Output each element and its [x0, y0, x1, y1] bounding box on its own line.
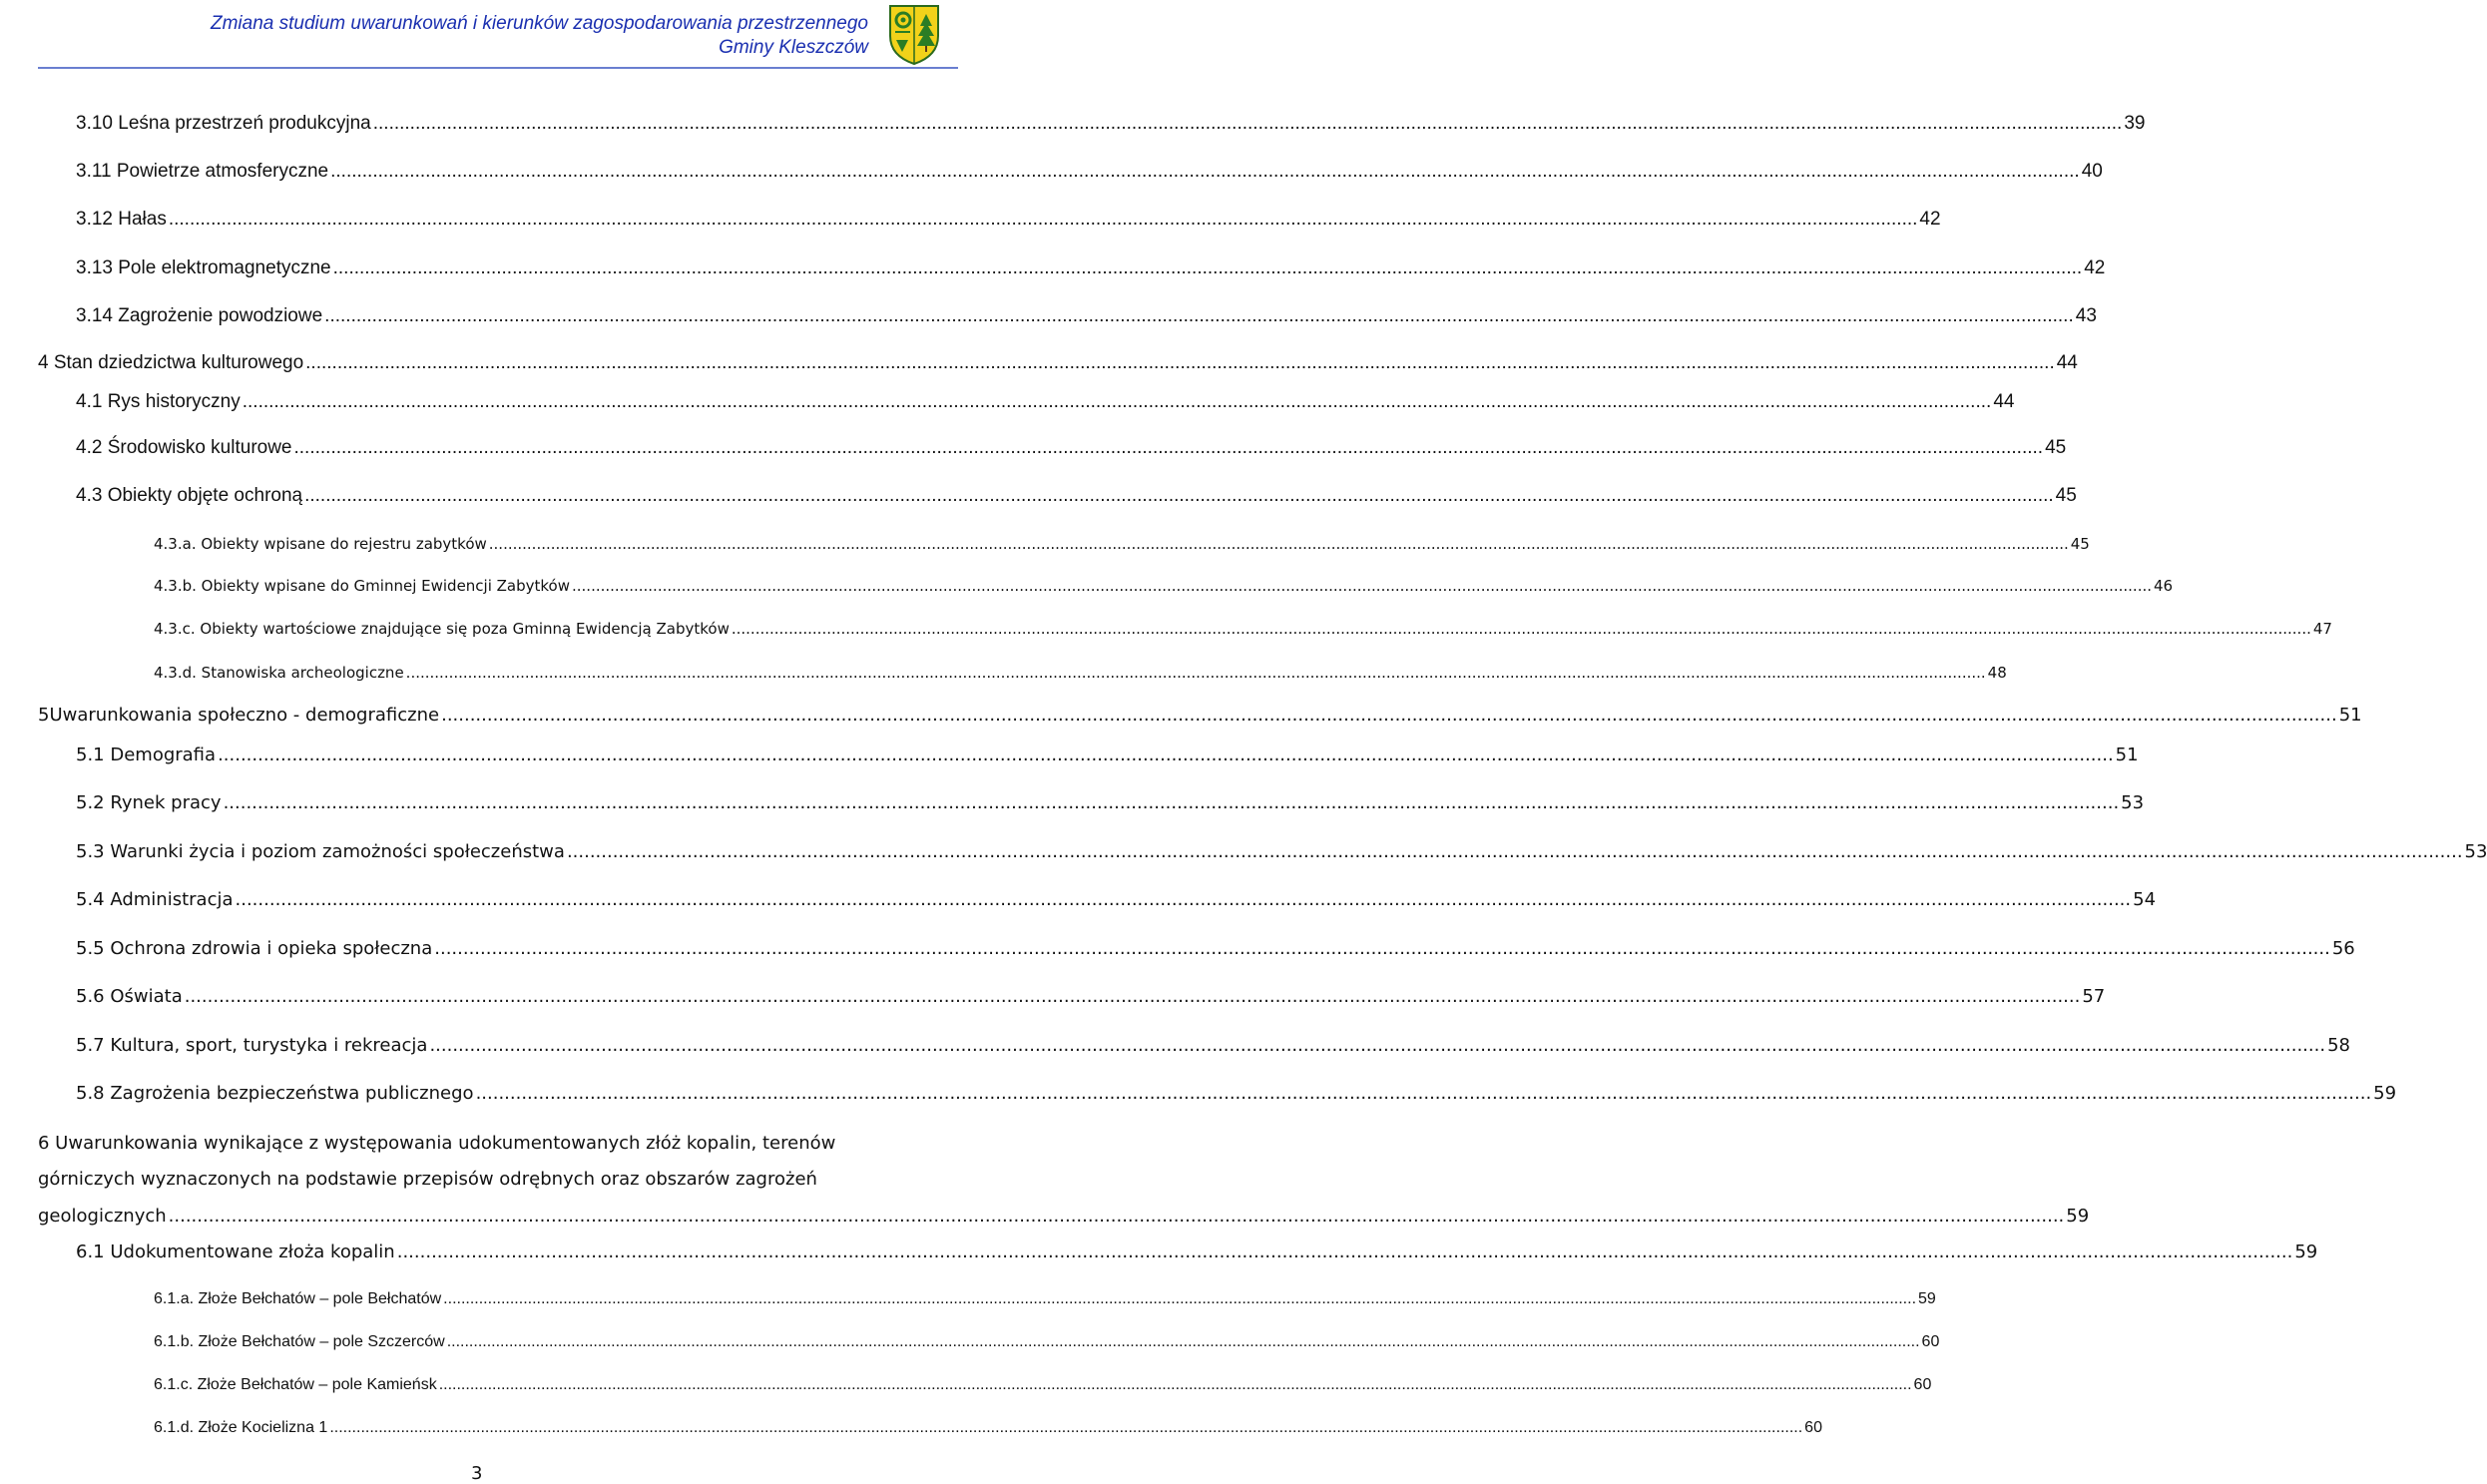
section-6-line-2: górniczych wyznaczonych na podstawie przepisów odrębnych oraz obszarów zagrożeń [38, 1169, 817, 1190]
toc-entry[interactable]: 3.10 Leśna przestrzeń produkcyjna ..... 39 [76, 113, 960, 135]
toc-entry-section-6-last[interactable]: geologicznych ..... 59 [38, 1206, 960, 1227]
toc-entry[interactable]: 6.1.a. Złoże Bełchatów – pole Bełchatów ..... 59 [154, 1290, 960, 1308]
toc-entry[interactable]: 3.12 Hałas ..... 42 [76, 209, 960, 231]
toc-entry[interactable]: 4.3.d. Stanowiska archeologiczne ..... 48 [154, 664, 960, 682]
toc-entry[interactable]: 5.8 Zagrożenia bezpieczeństwa publicznego ..... 59 [76, 1083, 960, 1104]
header-line-1: Zmiana studium uwarunkowań i kierunków zagospodarowania przestrzennego [210, 13, 868, 34]
toc-entry[interactable]: 6.1.d. Złoże Kocielizna 1 ..... 60 [154, 1419, 960, 1437]
municipality-crest-icon [886, 2, 942, 66]
toc-entry[interactable]: 5.4 Administracja ..... 54 [76, 889, 960, 910]
toc-entry[interactable]: 5.3 Warunki życia i poziom zamożności społeczeństwa ..... 53 [76, 841, 960, 862]
toc-entry[interactable]: 4 Stan dziedzictwa kulturowego ..... 44 [38, 352, 960, 374]
toc-entry[interactable]: 5.6 Oświata ..... 57 [76, 986, 960, 1007]
page-number: 3 [471, 1463, 483, 1484]
header-title [211, 12, 868, 60]
header-line-2: Gminy Kleszczów [719, 37, 868, 58]
toc-entry[interactable]: 3.14 Zagrożenie powodziowe ..... 43 [76, 305, 960, 327]
toc-entry[interactable]: 5.2 Rynek pracy ..... 53 [76, 792, 960, 813]
toc-entry-section-6[interactable] [38, 1126, 936, 1198]
toc-entry[interactable]: 4.2 Środowisko kulturowe ..... 45 [76, 437, 960, 459]
toc-entry[interactable]: 4.3 Obiekty objęte ochroną ..... 45 [76, 485, 960, 507]
toc-entry[interactable]: 4.3.b. Obiekty wpisane do Gminnej Ewidencji Zabytków ..... 46 [154, 577, 960, 595]
toc-entry[interactable]: 4.1 Rys historyczny ..... 44 [76, 391, 960, 413]
page-header [0, 0, 958, 72]
header-divider [38, 67, 958, 69]
toc-entry[interactable]: 4.3.c. Obiekty wartościowe znajdujące się poza Gminną Ewidencją Zabytków ..... 47 [154, 620, 960, 638]
toc-entry[interactable]: 5.7 Kultura, sport, turystyka i rekreacja ..... 58 [76, 1035, 960, 1056]
toc-entry[interactable]: 5.5 Ochrona zdrowia i opieka społeczna ..... 56 [76, 938, 960, 959]
toc-entry[interactable]: 5Uwarunkowania społeczno - demograficzne ..... 51 [38, 705, 960, 726]
toc-entry[interactable]: 6.1.c. Złoże Bełchatów – pole Kamieńsk ..... 60 [154, 1376, 960, 1394]
toc-entry[interactable]: 3.13 Pole elektromagnetyczne ..... 42 [76, 257, 960, 279]
toc-entry[interactable]: 4.3.a. Obiekty wpisane do rejestru zabytków ..... 45 [154, 535, 960, 553]
section-6-line-1: 6 Uwarunkowania wynikające z występowania udokumentowanych złóż kopalin, terenów [38, 1133, 836, 1154]
toc-entry[interactable]: 5.1 Demografia ..... 51 [76, 744, 960, 765]
toc-entry[interactable]: 6.1 Udokumentowane złoża kopalin ..... 59 [76, 1241, 960, 1262]
toc-entry[interactable]: 3.11 Powietrze atmosferyczne ..... 40 [76, 161, 960, 183]
toc-entry[interactable]: 6.1.b. Złoże Bełchatów – pole Szczerców ..... 60 [154, 1333, 960, 1351]
